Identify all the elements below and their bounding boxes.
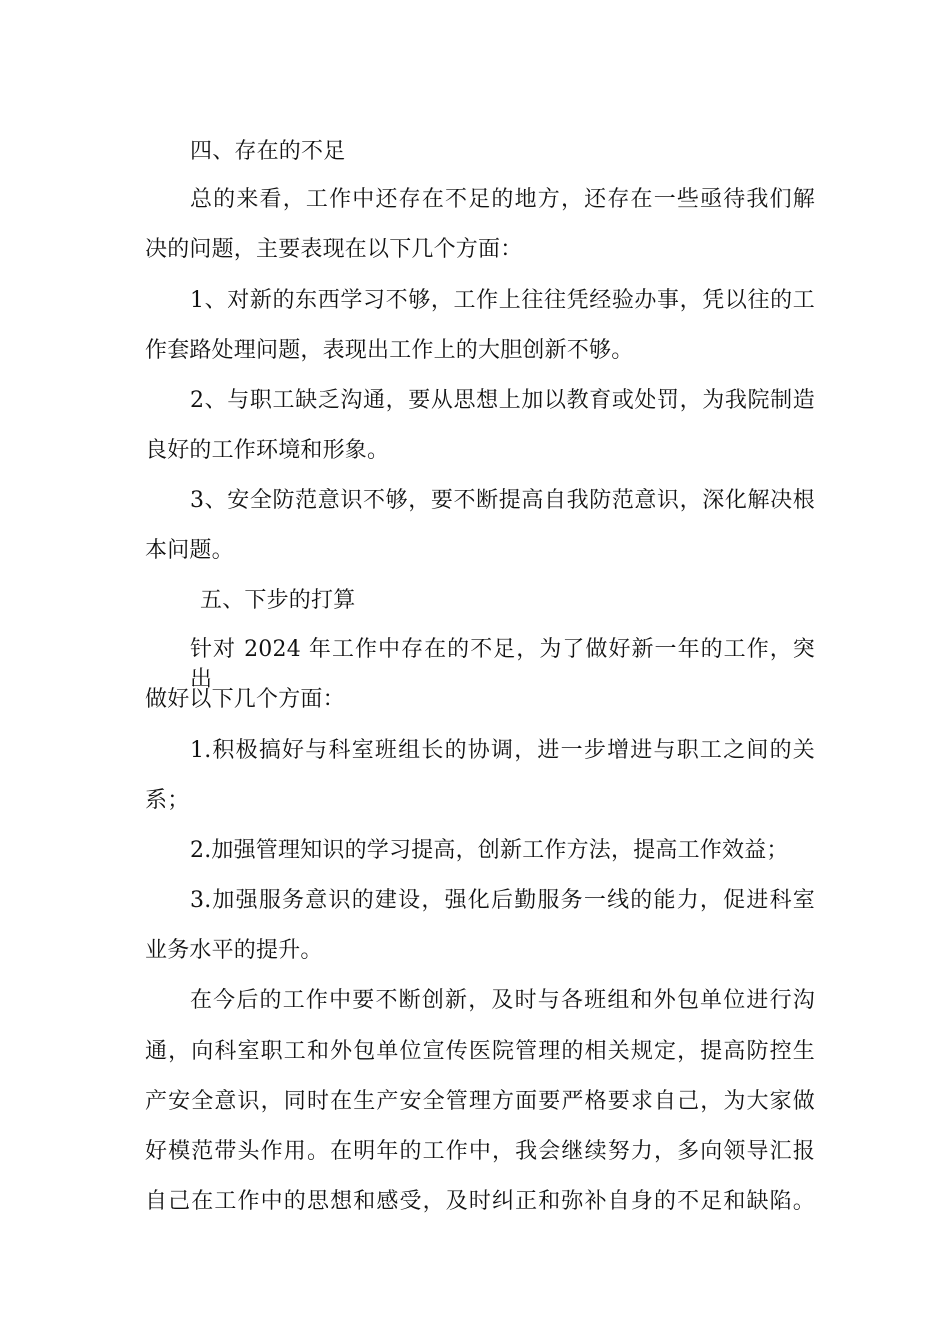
section-4-intro-line-2: 决的问题，主要表现在以下几个方面：	[145, 237, 523, 262]
section-4-intro-line-1: 总的来看，工作中还存在不足的地方，还存在一些亟待我们解	[190, 187, 815, 212]
closing-line-4: 好模范带头作用。在明年的工作中，我会继续努力，多向领导汇报	[145, 1139, 815, 1164]
section-4-item-3-line-1: 3、安全防范意识不够，要不断提高自我防范意识，深化解决根	[190, 488, 815, 513]
section-5-item-3-line-1: 3.加强服务意识的建设，强化后勤服务一线的能力，促进科室	[190, 888, 815, 913]
closing-line-3: 产安全意识，同时在生产安全管理方面要严格要求自己，为大家做	[145, 1089, 815, 1114]
closing-line-1: 在今后的工作中要不断创新，及时与各班组和外包单位进行沟	[190, 988, 815, 1013]
section-4-item-2-line-2: 良好的工作环境和形象。	[145, 438, 390, 463]
section-5-heading: 五、下步的打算	[200, 588, 356, 613]
section-4-heading: 四、存在的不足	[190, 139, 346, 164]
section-5-item-3-line-2: 业务水平的提升。	[145, 938, 323, 963]
section-5-item-1-line-1: 1.积极搞好与科室班组长的协调，进一步增进与职工之间的关	[190, 738, 815, 763]
section-4-item-1-line-2: 作套路处理问题，表现出工作上的大胆创新不够。	[145, 338, 634, 363]
section-5-item-2-line-1: 2.加强管理知识的学习提高，创新工作方法，提高工作效益；	[190, 838, 789, 863]
section-4-item-2-line-1: 2、与职工缺乏沟通，要从思想上加以教育或处罚，为我院制造	[190, 388, 815, 413]
section-4-item-1-line-1: 1、对新的东西学习不够，工作上往往凭经验办事，凭以往的工	[190, 288, 815, 313]
section-5-item-1-line-2: 系；	[145, 788, 190, 813]
closing-line-5: 自己在工作中的思想和感受，及时纠正和弥补自身的不足和缺陷。	[145, 1189, 815, 1214]
section-5-intro-line-1: 针对 2024 年工作中存在的不足，为了做好新一年的工作，突出	[190, 637, 815, 692]
closing-line-2: 通，向科室职工和外包单位宣传医院管理的相关规定，提高防控生	[145, 1039, 815, 1064]
section-5-intro-line-2: 做好以下几个方面：	[145, 687, 345, 712]
section-4-item-3-line-2: 本问题。	[145, 538, 234, 563]
